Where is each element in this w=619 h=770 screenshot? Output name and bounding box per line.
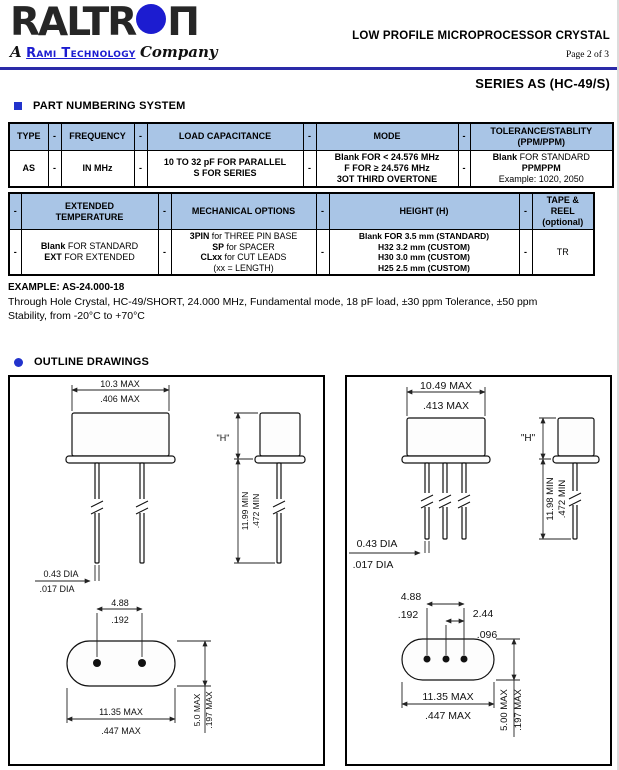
crystal-front-view	[402, 418, 490, 539]
tape-header-line3: (optional)	[542, 217, 584, 227]
section-outline-drawings	[14, 356, 149, 368]
cell-frequency: IN MHz	[61, 150, 134, 187]
load-line1: 10 TO 32 pF FOR PARALLEL	[163, 157, 287, 167]
document-title: LOW PROFILE MICROPROCESSOR CRYSTAL	[352, 30, 610, 42]
height-line4: H25 2.5 mm (CUSTOM)	[378, 262, 470, 273]
base-width-ext-lines	[67, 688, 175, 723]
dash-separator: -	[48, 123, 61, 150]
dash-separator: -	[303, 150, 316, 187]
logo-text-end: Π	[167, 0, 198, 45]
dim-label-lead-dia-mm: 0.43 DIA	[43, 569, 79, 579]
mode-line3: 3OT THIRD OVERTONE	[336, 173, 438, 184]
tape-header-line2: REEL	[550, 206, 575, 216]
dim-label-base-width-in: .447 MAX	[101, 726, 141, 736]
cell-tolerance	[470, 150, 613, 187]
cell-mode	[316, 150, 458, 187]
height-line3: H30 3.0 mm (CUSTOM)	[378, 252, 470, 262]
dash-separator: -	[458, 150, 470, 187]
crystal-bottom-view	[67, 641, 175, 686]
base-depth-ext-lines	[496, 639, 520, 680]
dim-label-pin-spacing-inner-in: .096	[476, 629, 498, 641]
dim-label-base-width-in: .447 MAX	[424, 710, 472, 722]
mech-line1: 3PIN for THREE PIN BASE	[189, 231, 298, 241]
base-depth-ext-lines	[177, 641, 211, 686]
tolerance-header-line2: (PPM/PPM)	[517, 136, 565, 147]
pin-dot	[93, 659, 101, 667]
dim-label-lead-dia-in: .017 DIA	[39, 584, 75, 594]
circle-bullet-icon	[14, 358, 23, 367]
col-header-height: HEIGHT (H)	[329, 193, 519, 230]
part-number-table-1	[8, 122, 614, 188]
dim-label-width-mm: 10.49 MAX	[420, 380, 472, 392]
header-divider-rule	[0, 67, 619, 70]
temp-header-line2: TEMPERATURE	[55, 211, 124, 222]
example-block	[8, 282, 583, 323]
dim-label-base-depth-in: .197 MAX	[513, 689, 524, 731]
col-header-frequency: FREQUENCY	[61, 123, 134, 150]
temp-header-line1: EXTENDED	[64, 200, 114, 211]
crystal-side-view	[553, 418, 599, 539]
dash-separator: -	[9, 230, 21, 276]
table2-header-row	[9, 193, 594, 230]
temp-line1: Blank FOR STANDARD	[40, 241, 139, 251]
dash-separator: -	[158, 193, 171, 230]
col-header-mechanical-options: MECHANICAL OPTIONS	[171, 193, 316, 230]
load-line2: S FOR SERIES	[193, 168, 257, 178]
pin-dot	[461, 656, 468, 663]
height-line1: Blank FOR 3.5 mm (STANDARD)	[358, 231, 490, 241]
dim-label-width-mm: 10.3 MAX	[100, 379, 140, 389]
dash-separator: -	[158, 230, 171, 276]
dia-ext-lines	[95, 565, 99, 581]
dash-separator: -	[134, 123, 147, 150]
outline-drawing-3pin	[347, 377, 610, 764]
tolerance-line1: Blank FOR STANDARD	[492, 151, 590, 162]
dim-label-base-depth-mm: 5.0 MAX	[192, 693, 202, 727]
cell-type: AS	[9, 150, 48, 187]
logo-text-start: RALTR	[10, 0, 136, 45]
dim-label-pin-spacing-inner-mm: 2.44	[472, 608, 494, 620]
table1-data-row	[9, 150, 613, 187]
dash-separator: -	[316, 230, 329, 276]
example-title: EXAMPLE: AS-24.000-18	[8, 282, 125, 293]
col-header-type: TYPE	[9, 123, 48, 150]
dim-label-h: "H"	[216, 433, 230, 443]
dash-separator: -	[519, 230, 532, 276]
cell-mechanical-options	[171, 230, 316, 276]
crystal-side-view	[255, 413, 305, 563]
logo-o-dot-icon	[136, 4, 166, 34]
outline-drawing-2pin	[10, 377, 323, 764]
dash-separator: -	[9, 193, 21, 230]
col-header-load-capacitance: LOAD CAPACITANCE	[147, 123, 303, 150]
dash-separator: -	[48, 150, 61, 187]
mode-line2: F FOR ≥ 24.576 MHz	[344, 162, 430, 173]
dia-ext-lines	[425, 541, 429, 553]
pin-dot	[138, 659, 146, 667]
tolerance-line2: PPMPPM	[521, 162, 561, 173]
col-header-tape-reel	[532, 193, 594, 230]
mech-line2: SP for SPACER	[212, 241, 275, 252]
dash-separator: -	[458, 123, 470, 150]
crystal-bottom-view	[402, 639, 494, 680]
outline-drawing-box-3pin	[345, 375, 612, 766]
dim-label-pin-spacing-mm: 4.88	[111, 598, 129, 608]
square-bullet-icon	[14, 102, 22, 110]
dash-separator: -	[316, 193, 329, 230]
table2-data-row	[9, 230, 594, 276]
tagline-company: Company	[139, 43, 218, 61]
mech-line3: CLxx for CUT LEADS	[200, 252, 287, 262]
dash-separator: -	[134, 150, 147, 187]
dim-label-lead-dia-in: .017 DIA	[352, 559, 394, 571]
section-title-outline-drawings: OUTLINE DRAWINGS	[34, 356, 150, 368]
tagline-a: A	[10, 43, 22, 61]
cell-tape-reel: TR	[532, 230, 594, 276]
pin-dot	[424, 656, 431, 663]
dim-label-h: "H"	[520, 433, 536, 444]
pin-dot	[443, 656, 450, 663]
page-number: Page 2 of 3	[565, 50, 609, 60]
dim-label-lead-length-mm: 11.99 MIN	[240, 491, 250, 531]
dim-label-base-width-mm: 11.35 MAX	[422, 691, 474, 703]
part-number-table-2	[8, 192, 595, 276]
dim-label-base-depth-in: .197 MAX	[204, 691, 214, 729]
example-description: Through Hole Crystal, HC-49/SHORT, 24.000 MHz, Fundamental mode, 18 pF load, ±30 ppm Tolerance, ±50 ppm Stability, from -20°C to +70°C	[8, 296, 538, 322]
dash-separator: -	[303, 123, 316, 150]
temp-line2: EXT FOR EXTENDED	[44, 252, 135, 262]
dim-label-width-in: .406 MAX	[100, 394, 140, 404]
section-part-numbering	[14, 100, 186, 112]
logo-wordmark	[10, 0, 218, 45]
col-header-mode: MODE	[316, 123, 458, 150]
dim-label-width-in: .413 MAX	[422, 400, 470, 412]
dim-label-pin-spacing-in: .192	[111, 615, 129, 625]
dim-label-lead-length-in: .472 MIN	[557, 479, 568, 519]
dim-label-lead-length-in: .472 MIN	[251, 493, 261, 529]
dim-label-pin-spacing-outer-in: .192	[397, 609, 419, 621]
outline-drawing-box-2pin	[8, 375, 325, 766]
mech-line4: (xx = LENGTH)	[213, 262, 274, 273]
tape-header-line1: TAPE &	[546, 195, 579, 205]
dim-label-lead-dia-mm: 0.43 DIA	[356, 538, 398, 550]
cell-height	[329, 230, 519, 276]
crystal-front-view	[66, 413, 175, 563]
series-title: SERIES AS (HC-49/S)	[475, 76, 610, 91]
dim-label-pin-spacing-outer-mm: 4.88	[400, 591, 422, 603]
mode-line1: Blank FOR < 24.576 MHz	[334, 151, 440, 162]
col-header-extended-temperature	[21, 193, 158, 230]
dim-label-lead-length-mm: 11.98 MIN	[545, 477, 556, 521]
cell-load-capacitance	[147, 150, 303, 187]
dim-label-base-depth-mm: 5.00 MAX	[499, 689, 510, 731]
dash-separator: -	[519, 193, 532, 230]
raltron-logo	[10, 0, 218, 62]
tolerance-header-line1: TOLERANCE/STABLITY	[490, 125, 593, 136]
cell-extended-temperature	[21, 230, 158, 276]
tolerance-line3: Example: 1020, 2050	[498, 173, 584, 184]
dim-label-base-width-mm: 11.35 MAX	[99, 707, 143, 717]
height-line2: H32 3.2 mm (CUSTOM)	[378, 241, 470, 252]
table1-header-row	[9, 123, 613, 150]
logo-tagline	[10, 43, 218, 62]
col-header-tolerance	[470, 123, 613, 150]
tagline-brand: Rami Technology	[26, 46, 136, 61]
section-title-part-numbering: PART NUMBERING SYSTEM	[33, 100, 186, 112]
